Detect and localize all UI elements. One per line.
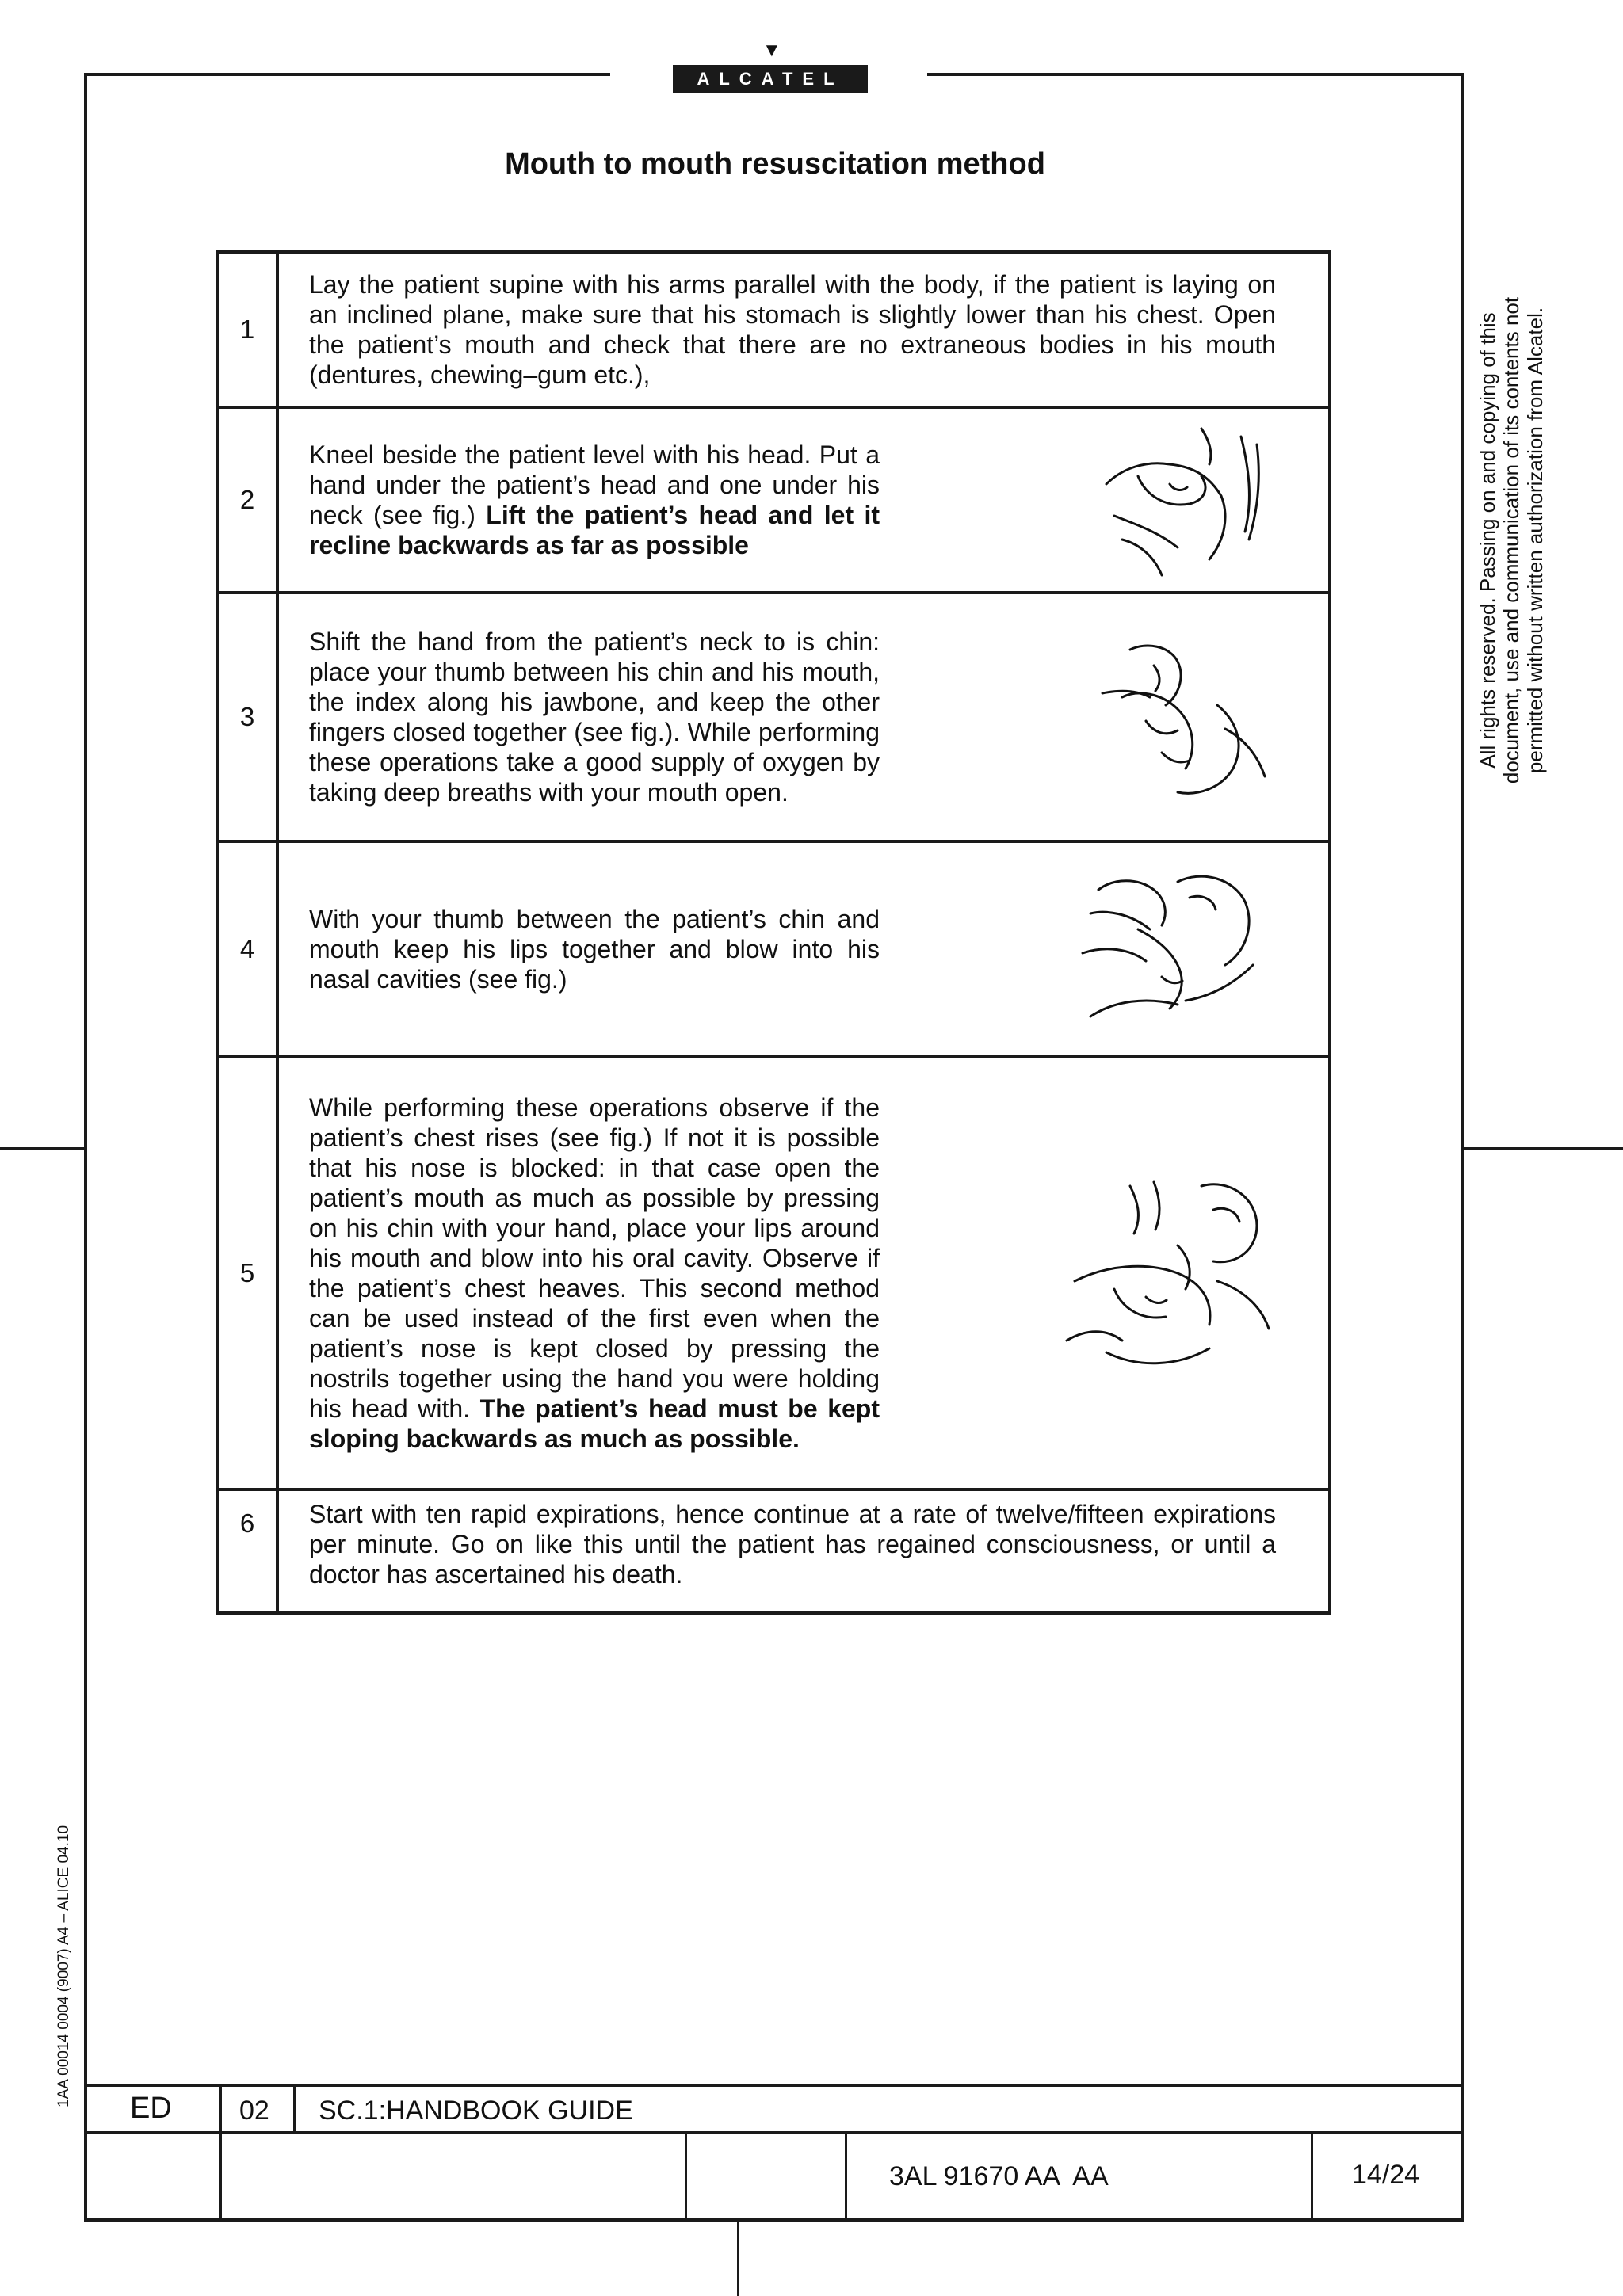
- footer-bottom-line: [84, 2218, 1464, 2222]
- footer-page-number: 14/24: [1352, 2160, 1420, 2190]
- step-text: Lay the patient supine with his arms parallel with the body, if the patient is laying on an inclined plane, make sure that his stomach is slightly lower than his chest. Open the patient’s mouth and check that there are no extraneous bodies in his mouth (dentures, chewing–gum etc.),: [277, 252, 1330, 407]
- footer-divider: [845, 2131, 847, 2222]
- footer-ed-label: ED: [130, 2092, 172, 2125]
- frame-left: [84, 73, 87, 2222]
- step-number: 6: [217, 1489, 277, 1613]
- frame-top-right: [927, 73, 1463, 76]
- head-tilt-figure: [1090, 421, 1273, 579]
- margin-mark-right: [1464, 1147, 1623, 1150]
- logo-triangle-icon: ▼: [762, 40, 781, 61]
- step-number: 1: [217, 252, 277, 407]
- step-text: While performing these operations observe if the patient’s chest rises (see fig.) If not it is possible that his nose is blocked: in that case open the patient’s mouth as much as possible by pressing on his chin with your hand, place your lips around his mouth and blow into his oral cavity. Observe if the patient’s chest heaves. This second method can be used instead of the first even when the patient’s nose is kept closed by pressing the nostrils together using the hand you were holding his head with. The patient’s head must be kept sloping backwards as much as possible.: [309, 1093, 880, 1453]
- step-row-5: [217, 1057, 1330, 1489]
- step-number: 3: [217, 593, 277, 841]
- footer-edition: 02: [239, 2096, 269, 2126]
- step-number: 4: [217, 841, 277, 1057]
- step-text: With your thumb between the patient’s chin and mouth keep his lips together and blow into his nasal cavities (see fig.): [309, 905, 880, 994]
- footer-divider: [293, 2084, 296, 2133]
- step-text: Kneel beside the patient level with his head. Put a hand under the patient’s head and one under his neck (see fig.) Lift the patient’s head and let it recline backwards as far as possible: [309, 441, 880, 559]
- footer-divider: [685, 2131, 687, 2222]
- step-text: Shift the hand from the patient’s neck to is chin: place your thumb between his chin and his mouth, the index along his jawbone, and keep the other fingers closed together (see fig.). While performing these operations take a good supply of oxygen by taking deep breaths with your mouth open.: [309, 627, 880, 807]
- bottom-center-mark: [737, 2222, 739, 2296]
- step-row-4: [217, 841, 1330, 1057]
- footer-divider: [1311, 2131, 1313, 2222]
- page-title: Mouth to mouth resuscitation method: [505, 147, 1045, 181]
- footer-top-line: [84, 2084, 1464, 2087]
- step-row-3: [217, 593, 1330, 841]
- rights-notice: All rights reserved. Passing on and copying of this document, use and communication of its contents not permitted without written authorization from Alcatel.: [1476, 296, 1547, 784]
- step-row-6: [217, 1489, 1330, 1613]
- frame-top-left: [84, 73, 610, 76]
- step-emphasis: Lift the patient’s head and let it recline backwards as far as possible: [309, 501, 880, 559]
- step-number: 5: [217, 1057, 277, 1489]
- footer-divider: [219, 2084, 222, 2222]
- steps-table: [216, 250, 1331, 1615]
- step-number: 2: [217, 407, 277, 593]
- step-text: Start with ten rapid expirations, hence continue at a rate of twelve/fifteen expirations per minute. Go on like this until the patient has regained consciousness, or until a doctor has ascertained his death.: [277, 1489, 1330, 1613]
- step-row-1: [217, 252, 1330, 407]
- footer-mid-line: [84, 2131, 1464, 2134]
- step-emphasis: The patient’s head must be kept sloping backwards as much as possible.: [309, 1394, 880, 1453]
- footer-section: SC.1:HANDBOOK GUIDE: [319, 2096, 633, 2126]
- mouth-to-mouth-figure: [1059, 1170, 1273, 1376]
- footer-doc-number: 3AL 91670 AA AA: [889, 2161, 1109, 2191]
- mouth-to-nose-figure: [1075, 866, 1273, 1032]
- form-code: 1AA 00014 0004 (9007) A4 – ALICE 04.10: [55, 1825, 72, 2107]
- alcatel-logo: ALCATEL: [673, 65, 868, 93]
- margin-mark-left: [0, 1147, 84, 1150]
- step-row-2: [217, 407, 1330, 593]
- chin-hold-figure: [1098, 634, 1273, 800]
